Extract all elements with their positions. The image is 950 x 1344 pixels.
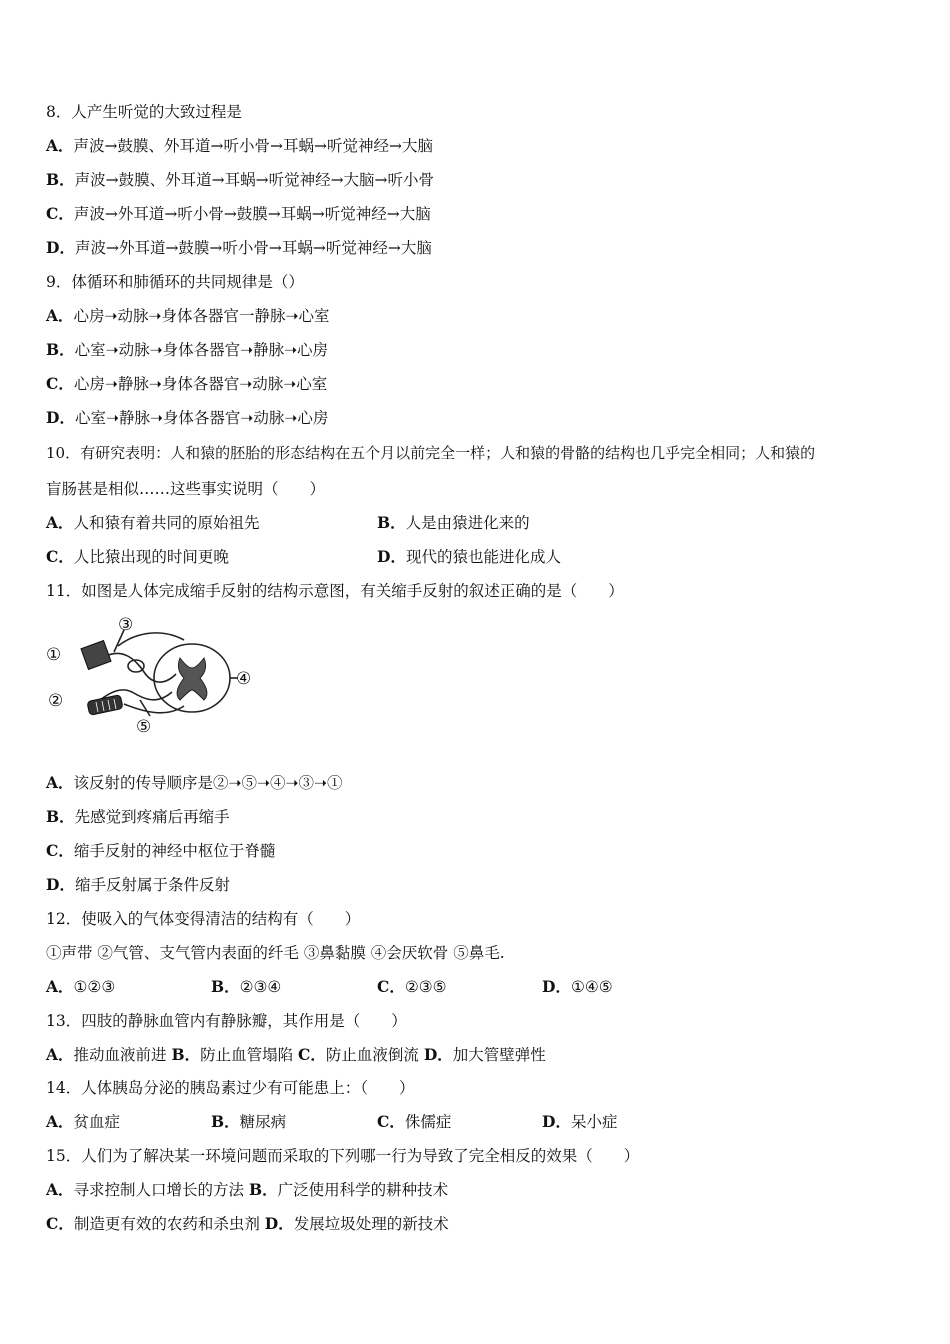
option-text: 人比猿出现的时间更晚 (73, 548, 229, 566)
option-label-c: C． (298, 1045, 326, 1064)
sensory-nerve (106, 653, 176, 682)
q14-option-d (542, 1112, 617, 1132)
option-label: B． (46, 807, 75, 826)
q11-stem: 11．如图是人体完成缩手反射的结构示意图，有关缩手反射的叙述正确的是（ ） (46, 582, 624, 600)
q10-option-a (46, 513, 260, 533)
grey-matter (177, 658, 207, 700)
effector-muscle (87, 695, 123, 716)
q14-option-c (377, 1112, 451, 1132)
q9-option-c (46, 374, 327, 394)
option-text-d: 加大管壁弹性 (452, 1046, 546, 1064)
option-label: D． (46, 408, 75, 427)
option-text: 现代的猿也能进化成人 (405, 548, 561, 566)
q13-options (46, 1045, 546, 1065)
q12-option-c (377, 977, 447, 997)
q12-option-b (211, 977, 281, 997)
option-text: 心房➝动脉➝身体各器官一静脉➝心室 (73, 307, 330, 325)
option-label: D． (542, 1112, 571, 1131)
option-label-a: A． (46, 1180, 74, 1199)
option-text: 贫血症 (73, 1113, 121, 1131)
q12-option-d (542, 977, 613, 997)
option-label: A． (46, 513, 74, 532)
option-text-c: 制造更有效的农药和杀虫剂 (73, 1215, 260, 1233)
option-text: 该反射的传导顺序是②➝⑤➝④➝③➝① (73, 774, 343, 792)
option-text: 人和猿有着共同的原始祖先 (73, 514, 260, 532)
option-label: B． (377, 513, 406, 532)
option-label: B． (46, 340, 75, 359)
receptor-skin (81, 641, 111, 670)
q8-option-c (46, 204, 431, 224)
option-text-c: 防止血液倒流 (325, 1046, 419, 1064)
option-label-b: B． (248, 1180, 278, 1199)
q11-option-b (46, 807, 230, 827)
option-label: C． (46, 547, 74, 566)
option-label-b: B． (171, 1045, 201, 1064)
option-text: 先感觉到疼痛后再缩手 (74, 808, 230, 826)
option-text: 糖尿病 (239, 1113, 287, 1131)
q15-options-ab (46, 1180, 448, 1200)
option-text: ②③⑤ (404, 978, 447, 996)
q10-stem-line1: 10．有研究表明：人和猿的胚胎的形态结构在五个月以前完全一样；人和猿的骨骼的结构也几乎完全相同；人和猿的 (46, 444, 816, 462)
diagram-label-1: ① (46, 645, 62, 665)
q8-stem: 8．人产生听觉的大致过程是 (46, 103, 242, 121)
option-label: C． (377, 977, 405, 996)
option-text-d: 发展垃圾处理的新技术 (293, 1215, 449, 1233)
option-text: 心室➝静脉➝身体各器官➝动脉➝心房 (74, 409, 329, 427)
q14-option-a (46, 1112, 120, 1132)
option-text: 心室➝动脉➝身体各器官➝静脉➝心房 (74, 341, 329, 359)
reflex-arc-diagram (44, 608, 260, 736)
option-text: ①②③ (73, 978, 116, 996)
q12-items: ①声带 ②气管、支气管内表面的纤毛 ③鼻黏膜 ④会厌软骨 ⑤鼻毛. (46, 944, 505, 962)
option-text: 声波→鼓膜、外耳道→耳蜗→听觉神经→大脑→听小骨 (74, 171, 435, 189)
q10-option-d (377, 547, 561, 567)
option-label-d: D． (264, 1214, 294, 1233)
diagram-label-2: ② (48, 691, 64, 711)
option-text: 呆小症 (570, 1113, 618, 1131)
q10-option-b (377, 513, 530, 533)
option-label: B． (46, 170, 75, 189)
option-text-a: 推动血液前进 (73, 1046, 167, 1064)
option-label: C． (46, 204, 74, 223)
q12-stem: 12．使吸入的气体变得清洁的结构有（ ） (46, 910, 361, 928)
option-text: 缩手反射的神经中枢位于脊髓 (73, 842, 276, 860)
q10-option-c (46, 547, 229, 567)
option-label-a: A． (46, 1045, 74, 1064)
option-label: A． (46, 306, 74, 325)
option-label: B． (211, 1112, 240, 1131)
q9-option-b (46, 340, 328, 360)
option-label: A． (46, 136, 74, 155)
option-text: 声波→外耳道→听小骨→鼓膜→耳蜗→听觉神经→大脑 (73, 205, 431, 223)
option-text-a: 寻求控制人口增长的方法 (73, 1181, 245, 1199)
option-label: C． (377, 1112, 405, 1131)
option-text-b: 防止血管塌陷 (200, 1046, 294, 1064)
q15-stem: 15．人们为了解决某一环境问题而采取的下列哪一行为导致了完全相反的效果（ ） (46, 1147, 640, 1165)
option-text-b: 广泛使用科学的耕种技术 (277, 1181, 449, 1199)
option-text: 侏儒症 (404, 1113, 452, 1131)
q11-option-a (46, 773, 342, 793)
q9-stem: 9．体循环和肺循环的共同规律是（） (46, 273, 304, 291)
option-label: D． (46, 875, 75, 894)
option-text: ①④⑤ (570, 978, 613, 996)
q14-option-b (211, 1112, 286, 1132)
q10-stem-line2: 盲肠甚是相似……这些事实说明（ ） (46, 480, 326, 498)
option-label: A． (46, 773, 74, 792)
q9-option-a (46, 306, 330, 326)
option-text: 声波→鼓膜、外耳道→听小骨→耳蜗→听觉神经→大脑 (73, 137, 433, 155)
option-label-c: C． (46, 1214, 74, 1233)
option-label: D． (542, 977, 571, 996)
option-label: C． (46, 841, 74, 860)
option-label: A． (46, 1112, 74, 1131)
option-text: 声波→外耳道→鼓膜→听小骨→耳蜗→听觉神经→大脑 (74, 239, 432, 257)
diagram-label-3: ③ (118, 615, 134, 635)
q12-option-a (46, 977, 115, 997)
option-text: 心房➝静脉➝身体各器官➝动脉➝心室 (73, 375, 328, 393)
option-label: D． (46, 238, 75, 257)
q11-option-c (46, 841, 275, 861)
option-label: B． (211, 977, 240, 996)
q11-option-d (46, 875, 230, 895)
diagram-label-5: ⑤ (136, 717, 152, 736)
option-text: 缩手反射属于条件反射 (74, 876, 230, 894)
q8-option-b (46, 170, 434, 190)
q15-options-cd (46, 1214, 449, 1234)
q14-stem: 14．人体胰岛分泌的胰岛素过少有可能患上：（ ） (46, 1079, 415, 1097)
option-label: D． (377, 547, 406, 566)
option-text: 人是由猿进化来的 (405, 514, 530, 532)
diagram-label-4: ④ (236, 669, 252, 689)
option-label: C． (46, 374, 74, 393)
q9-option-d (46, 408, 328, 428)
option-label: A． (46, 977, 74, 996)
option-label-d: D． (423, 1045, 453, 1064)
q8-option-a (46, 136, 433, 156)
q8-option-d (46, 238, 432, 258)
q13-stem: 13．四肢的静脉血管内有静脉瓣，其作用是（ ） (46, 1012, 407, 1030)
option-text: ②③④ (239, 978, 282, 996)
